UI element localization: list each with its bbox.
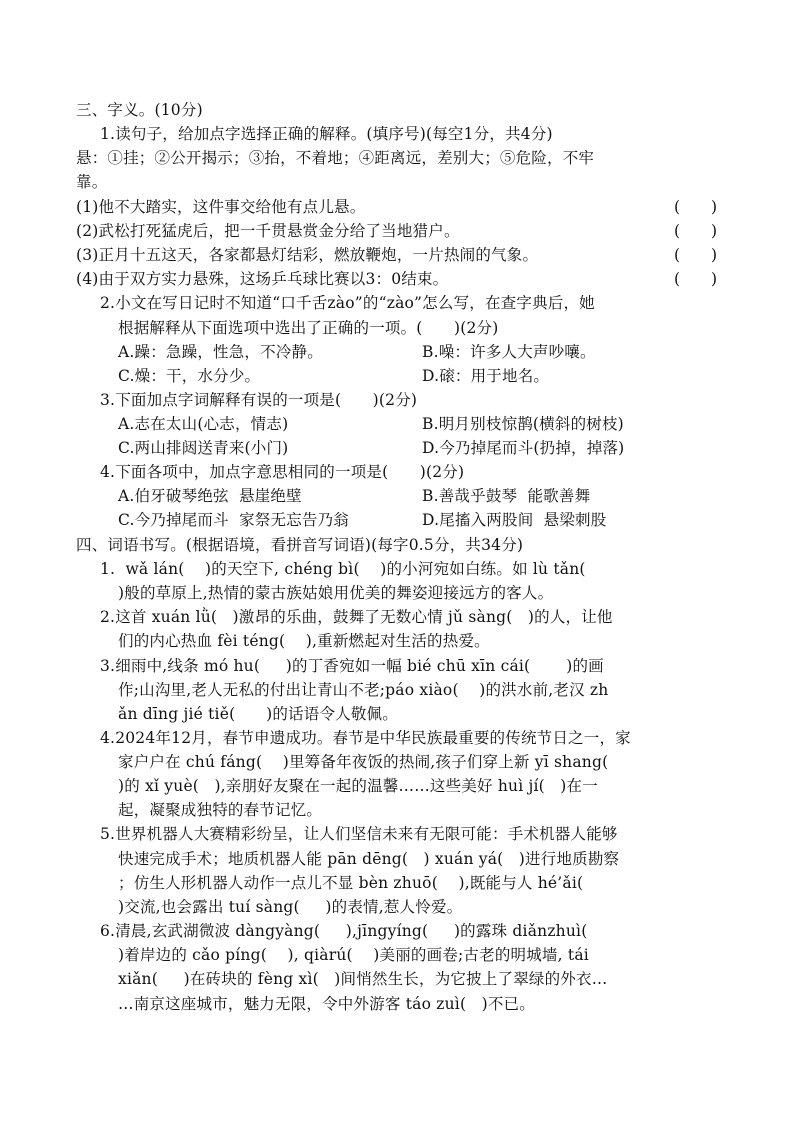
- question-1-item: (2)武松打死猛虎后，把一千贯悬赏金分给了当地猎户。: [76, 222, 460, 240]
- question-1-item: (1)他不大踏实，这件事交给他有点儿悬。: [76, 198, 366, 216]
- question-3-option-c[interactable]: C.两山排闼送青来(小门): [118, 439, 289, 457]
- passage-line: 1. wǎ lán( )的天空下, chéng bì( )的小河宛如白练。如 lù tǎn(: [100, 560, 586, 578]
- passage-line: ；仿生人形机器人动作一点儿不显 bèn zhuō( ),既能与人 hé’ǎi(: [118, 874, 584, 892]
- question-1-stem: 1.读句子，给加点字选择正确的解释。(填序号)(每空1分，共4分): [100, 125, 553, 143]
- question-1-item: (4)由于双方实力悬殊，这场乒乓球比赛以3：0结束。: [76, 270, 449, 288]
- question-2-stem: 2.小文在写日记时不知道“口千舌zào”的“zào”怎么写，在查字典后，她: [100, 294, 595, 312]
- answer-blank[interactable]: ( ): [674, 222, 718, 240]
- passage-line: )般的草原上,热情的蒙古族姑娘用优美的舞姿迎接远方的客人。: [118, 584, 554, 602]
- answer-blank[interactable]: ( ): [674, 270, 718, 288]
- passage-line: 3.细雨中,线条 mó hu( )的丁香宛如一幅 bié chū xīn cái( )的画: [100, 657, 604, 675]
- passage-line: 作;山沟里,老人无私的付出让青山不老;páo xiào( )的洪水前,老汉 zh: [118, 681, 609, 699]
- passage-line: ǎn dīng jié tiě( )的话语令人敬佩。: [118, 705, 398, 723]
- question-4-stem: 4.下面各项中，加点字意思相同的一项是( )(2分): [100, 463, 465, 481]
- answer-blank[interactable]: ( ): [674, 246, 718, 264]
- question-3-stem: 3.下面加点字词解释有误的一项是( )(2分): [100, 391, 418, 409]
- question-1-definitions: 悬：①挂；②公开揭示；③抬，不着地；④距离远，差别大；⑤危险，不牢: [76, 149, 595, 167]
- passage-line: 4.2024年12月，春节申遗成功。春节是中华民族最重要的传统节日之一，家: [100, 729, 631, 747]
- section-title-ziyi: 三、字义。(10分): [76, 101, 203, 119]
- passage-line: 们的内心热血 fèi téng( ),重新燃起对生活的热爱。: [118, 632, 490, 650]
- question-2-option-d[interactable]: D.磙：用于地名。: [422, 367, 550, 385]
- passage-line: )的 xǐ yuè( ),亲朋好友聚在一起的温馨……这些美好 huì jí( )在一: [118, 777, 598, 795]
- question-3-option-b[interactable]: B.明月别枝惊鹊(横斜的树枝): [422, 415, 624, 433]
- passage-line: )着岸边的 cǎo píng( ), qiàrú( )美丽的画卷;古老的明城墙, tái: [118, 946, 589, 964]
- question-1-item: (3)正月十五这天，各家都悬灯结彩，燃放鞭炮，一片热闹的气象。: [76, 246, 539, 264]
- question-3-option-a[interactable]: A.志在太山(心志，情志): [118, 415, 289, 433]
- question-4-option-c[interactable]: C.今乃掉尾而斗 家祭无忘告乃翁: [118, 511, 349, 529]
- passage-line: 2.这首 xuán lǜ( )激昂的乐曲，鼓舞了无数心情 jǔ sàng( )的人，让他: [100, 608, 613, 626]
- question-4-option-a[interactable]: A.伯牙破琴绝弦 悬崖绝壁: [118, 487, 302, 505]
- question-4-option-b[interactable]: B.善哉乎鼓琴 能歌善舞: [422, 487, 591, 505]
- question-4-option-d[interactable]: D.尾搐入两股间 悬梁刺股: [422, 511, 607, 529]
- passage-line: …南京这座城市，魅力无限，令中外游客 táo zuì( )不已。: [118, 995, 535, 1013]
- question-3-option-d[interactable]: D.今乃掉尾而斗(扔掉，掉落): [422, 439, 625, 457]
- answer-blank[interactable]: ( ): [674, 198, 718, 216]
- question-2-option-a[interactable]: A.躁：急躁，性急，不冷静。: [118, 343, 323, 361]
- passage-line: 家户户在 chú fáng( )里筹备年夜饭的热闹,孩子们穿上新 yī shang(: [118, 753, 609, 771]
- section-title-ciyu: 四、词语书写。(根据语境，看拼音写词语)(每字0.5分，共34分): [76, 536, 524, 554]
- question-2-option-b[interactable]: B.噪：许多人大声吵嚷。: [422, 343, 596, 361]
- question-1-definitions-cont: 靠。: [76, 173, 108, 191]
- passage-line: xiǎn( )在砖块的 fèng xì( )间悄然生长，为它披上了翠绿的外衣…: [118, 970, 608, 988]
- passage-line: )交流,也会露出 tuí sàng( )的表情,惹人怜爱。: [118, 898, 463, 916]
- question-2-option-c[interactable]: C.燥：干，水分少。: [118, 367, 261, 385]
- passage-line: 6.清晨,玄武湖微波 dàngyàng( ),jīngyíng( )的露珠 diǎnzhuì(: [100, 922, 588, 940]
- passage-line: 快速完成手术；地质机器人能 pān dēng( ) xuán yá( )进行地质勘察: [118, 850, 620, 868]
- passage-line: 5.世界机器人大赛精彩纷呈，让人们坚信未来有无限可能：手术机器人能够: [100, 825, 618, 843]
- passage-line: 起，凝聚成独特的春节记忆。: [118, 801, 323, 819]
- question-2-stem-cont: 根据解释从下面选项中选出了正确的一项。( )(2分): [118, 319, 499, 337]
